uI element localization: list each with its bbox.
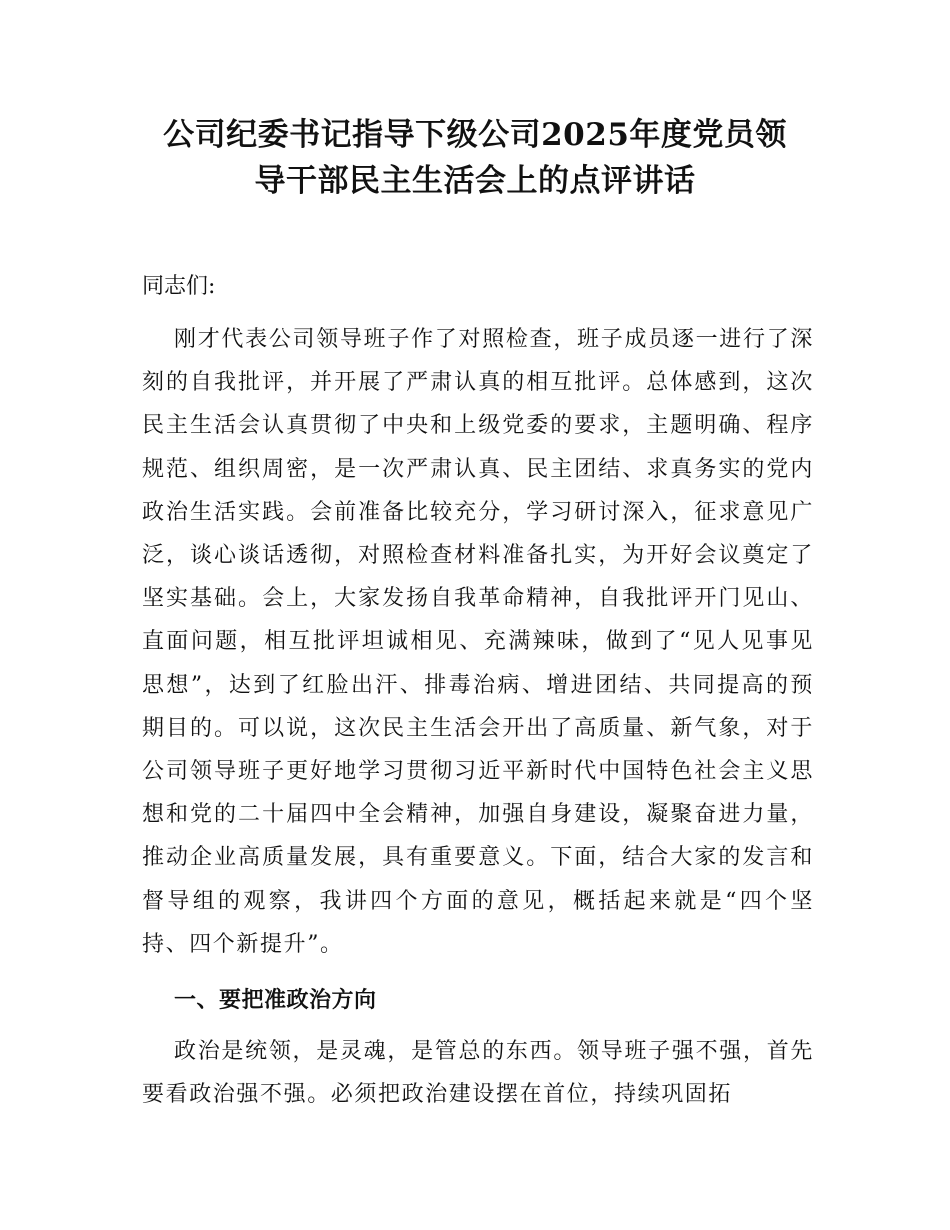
section-heading-1: 一、要把准政治方向	[174, 988, 377, 1013]
document-title	[130, 112, 820, 204]
salutation: 同志们:	[142, 274, 216, 299]
body-paragraph-1: 刚才代表公司领导班子作了对照检查，班子成员逐一进行了深刻的自我批评，并开展了严肃认真的相互批评。总体感到，这次民主生活会认真贯彻了中央和上级党委的要求，主题明确、程序规范、组织周密，是一次严肃认真、民主团结、求真务实的党内政治生活实践。会前准备比较充分，学习研讨深入，征求意见广泛，谈心谈话透彻，对照检查材料准备扎实，为开好会议奠定了坚实基础。会上，大家发扬自我革命精神，自我批评开门见山、直面问题，相互批评坦诚相见、充满辣味，做到了“见人见事见思想”，达到了红脸出汗、排毒治病、增进团结、共同提高的预期目的。可以说，这次民主生活会开出了高质量、新气象，对于公司领导班子更好地学习贯彻习近平新时代中国特色社会主义思想和党的二十届四中全会精神，加强自身建设，凝聚奋进力量，推动企业高质量发展，具有重要意义。下面，结合大家的发言和督导组的观察，我讲四个方面的意见，概括起来就是“四个坚持、四个新提升”。	[142, 327, 814, 957]
title-line-1: 公司纪委书记指导下级公司2025年度党员领	[163, 117, 787, 153]
body-paragraph-2: 政治是统领，是灵魂，是管总的东西。领导班子强不强，首先要看政治强不强。必须把政治建设摆在首位，持续巩固拓	[142, 1039, 814, 1108]
title-line-2: 导干部民主生活会上的点评讲话	[254, 163, 696, 199]
